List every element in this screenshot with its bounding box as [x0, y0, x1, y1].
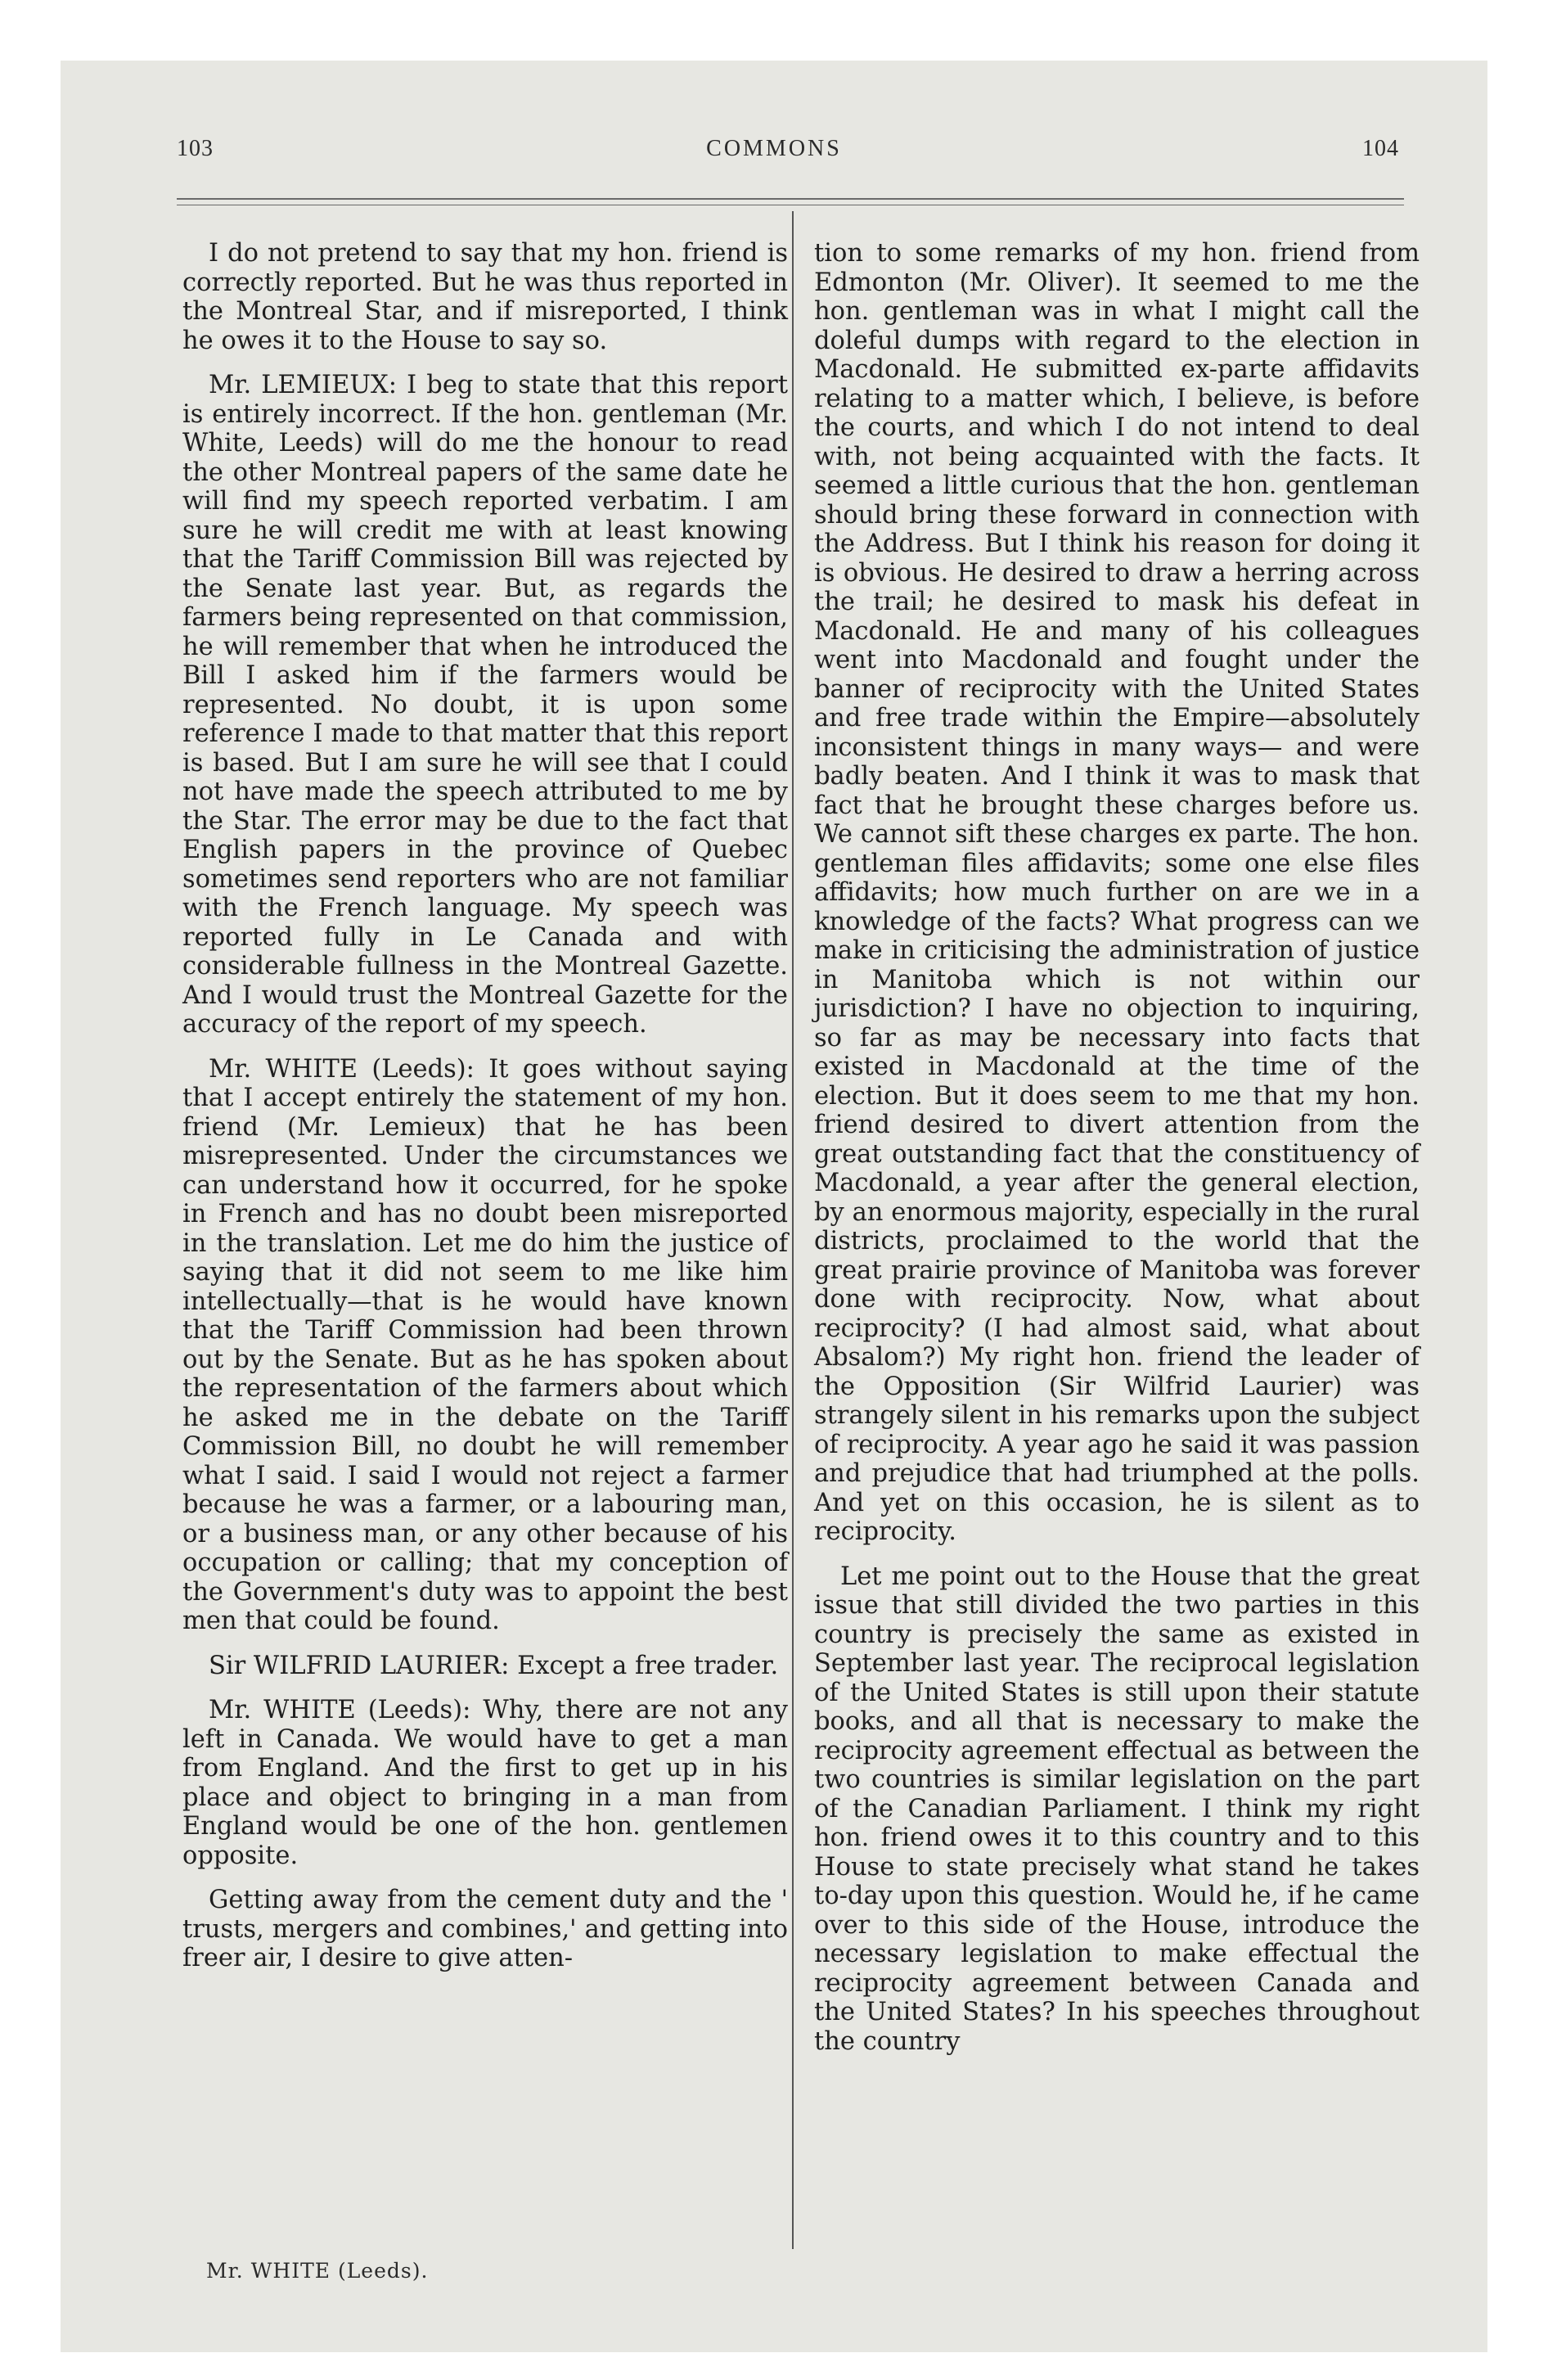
paragraph: Mr. WHITE (Leeds): Why, there are not any left in Canada. We would have to get a man from England. And the first to get up in his place and object to bringing in a man from England would be one of the hon. gentlemen opposite.	[182, 1696, 788, 1870]
footer-speaker: Mr. WHITE (Leeds).	[206, 2259, 429, 2283]
left-column	[182, 239, 788, 1973]
page-sheet	[61, 61, 1487, 2352]
paragraph: Let me point out to the House that the great issue that still divided the two parties in this country is precisely the same as existed in September last year. The reciprocal legislation of the United States is still upon their statute books, and all that is necessary to make the reciprocity agreement effectual as between the two countries is similar legislation on the part of the Canadian Parliament. I think my right hon. friend owes it to this country and to this House to state precisely what stand he takes to-day upon this question. Would he, if he came over to this side of the House, introduce the necessary legislation to make effectual the reciprocity agreement between Canada and the United States? In his speeches throughout the country	[814, 1562, 1420, 2056]
paragraph: Mr. WHITE (Leeds): It goes without saying that I accept entirely the statement of my hon. friend (Mr. Lemieux) that he has been misrepresented. Under the circumstances we can understand how it occurred, for he spoke in French and has no doubt been misreported in the translation. Let me do him the justice of saying that it did not seem to me like him intellectually—that is he would have known that the Tariff Commission had been thrown out by the Senate. But as he has spoken about the representation of the farmers about which he asked me in the debate on the Tariff Commission Bill, no doubt he will remember what I said. I said I would not reject a farmer because he was a farmer, or a labouring man, or a business man, or any other because of his occupation or calling; that my conception of the Government's duty was to appoint the best men that could be found.	[182, 1054, 788, 1635]
paragraph: Mr. LEMIEUX: I beg to state that this report is entirely incorrect. If the hon. gentleman (Mr. White, Leeds) will do me the honour to read the other Montreal papers of the same date he will find my speech reported verbatim. I am sure he will credit me with at least knowing that the Tariff Commission Bill was rejected by the Senate last year. But, as regards the farmers being represented on that commission, he will remember that when he introduced the Bill I asked him if the farmers would be represented. No doubt, it is upon some reference I made to that matter that this report is based. But I am sure he will see that I could not have made the speech attributed to me by the Star. The error may be due to the fact that English papers in the province of Quebec sometimes send reporters who are not familiar with the French language. My speech was reported fully in Le Canada and with considerable fullness in the Montreal Gazette. And I would trust the Montreal Gazette for the accuracy of the report of my speech.	[182, 371, 788, 1039]
header-title: COMMONS	[706, 136, 842, 161]
header-rule	[177, 198, 1404, 200]
paragraph: Sir WILFRID LAURIER: Except a free trader.	[209, 1651, 779, 1680]
paragraph: Getting away from the cement duty and the ' trusts, mergers and combines,' and getting into freer air, I desire to give atten-	[182, 1886, 788, 1972]
right-column	[814, 239, 1420, 2056]
page-number-right: 104	[1362, 136, 1399, 161]
page-number-left: 103	[177, 136, 214, 161]
paragraph: I do not pretend to say that my hon. friend is correctly reported. But he was thus reported in the Montreal Star, and if misreported, I think he owes it to the House to say so.	[182, 239, 788, 355]
column-divider	[792, 211, 794, 2249]
paragraph: tion to some remarks of my hon. friend from Edmonton (Mr. Oliver). It seemed to me the hon. gentleman was in what I might call the doleful dumps with regard to the election in Macdonald. He submitted ex-parte affidavits relating to a matter which, I believe, is before the courts, and which I do not intend to deal with, not being acquainted with the facts. It seemed a little curious that the hon. gentleman should bring these forward in connection with the Address. But I think his reason for doing it is obvious. He desired to draw a herring across the trail; he desired to mask his defeat in Macdonald. He and many of his colleagues went into Macdonald and fought under the banner of reciprocity with the United States and free trade within the Empire—absolutely inconsistent things in many ways— and were badly beaten. And I think it was to mask that fact that he brought these charges before us. We cannot sift these charges ex parte. The hon. gentleman files affidavits; some one else files affidavits; how much further on are we in a knowledge of the facts? What progress can we make in criticising the administration of justice in Manitoba which is not within our jurisdiction? I have no objection to inquiring, so far as may be necessary into facts that existed in Macdonald at the time of the election. But it does seem to me that my hon. friend desired to divert attention from the great outstanding fact that the constituency of Macdonald, a year after the general election, by an enormous majority, especially in the rural districts, proclaimed to the world that the great prairie province of Manitoba was forever done with reciprocity. Now, what about reciprocity? (I had almost said, what about Absalom?) My right hon. friend the leader of the Opposition (Sir Wilfrid Laurier) was strangely silent in his remarks upon the subject of reciprocity. A year ago he said it was passion and prejudice that had triumphed at the polls. And yet on this occasion, he is silent as to reciprocity.	[814, 239, 1420, 1546]
running-header	[61, 136, 1487, 172]
